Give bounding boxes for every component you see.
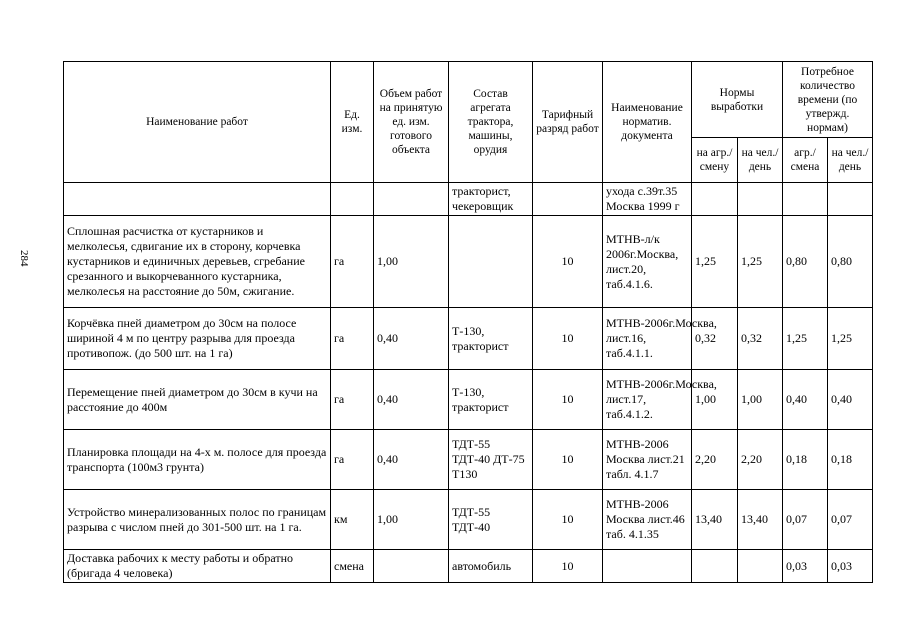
cell-tariff: 10 [533,430,603,490]
cell-time-agr: 0,40 [783,370,828,430]
cell-unit: га [331,430,374,490]
cell-norm-chel: 2,20 [738,430,783,490]
cell-tariff: 10 [533,308,603,370]
cell-unit: га [331,308,374,370]
cell-norm-chel: 13,40 [738,490,783,550]
cell-volume: 1,00 [374,490,449,550]
cell-norm-agr: 13,40 [692,490,738,550]
cell-unit: смена [331,550,374,583]
cell-volume [374,550,449,583]
cell-tariff: 10 [533,370,603,430]
table-row [64,490,873,550]
header-time-chel: на чел./ день [828,138,873,183]
cell-composition: автомобиль [449,550,533,583]
header-composition: Состав агрегата трактора, машины, орудия [449,62,533,183]
header-unit: Ед. изм. [331,62,374,183]
cell-tariff: 10 [533,490,603,550]
header-tariff: Тарифный разряд работ [533,62,603,183]
cell-volume: 0,40 [374,370,449,430]
header-norms: Нормы выработки [692,62,783,138]
cell-time-chel: 0,07 [828,490,873,550]
table-row [64,370,873,430]
page-number: 284 [18,250,30,267]
header-time: Потребное количество времени (по утвержд. нормам) [783,62,873,138]
cell-time-agr: 1,25 [783,308,828,370]
cell-name: Корчёвка пней диаметром до 30см на полосе шириной 4 м по центру разрыва для проезда противопож. (до 500 шт. на 1 га) [64,308,331,370]
cell-time-agr: 0,80 [783,216,828,308]
cell-doc: МТНВ-2006 Москва лист.46 таб. 4.1.35 [603,490,692,550]
cell-time-chel: 0,03 [828,550,873,583]
cell-volume: 0,40 [374,308,449,370]
cell-norm-chel: 1,25 [738,216,783,308]
cell-norm-chel: 0,32 [738,308,783,370]
header-doc: Наименование норматив. документа [603,62,692,183]
header-norm-agr: на агр./ смену [692,138,738,183]
cell-doc: ухода с.39т.35 Москва 1999 г [603,183,692,216]
header-norm-chel: на чел./ день [738,138,783,183]
cell-time-chel: 0,40 [828,370,873,430]
table-row-continuation [64,183,873,216]
cell-time-chel: 1,25 [828,308,873,370]
cell-norm-agr: 2,20 [692,430,738,490]
cell-composition [449,216,533,308]
cell-composition: тракторист, чекеровщик [449,183,533,216]
cell-doc [603,550,692,583]
cell-norm-agr [692,550,738,583]
table-row [64,430,873,490]
cell-volume: 0,40 [374,430,449,490]
table-row [64,308,873,370]
cell-unit: га [331,370,374,430]
cell-name: Планировка площади на 4-х м. полосе для проезда транспорта (100м3 грунта) [64,430,331,490]
cell-time-chel: 0,18 [828,430,873,490]
cell-doc: МТНВ-л/к 2006г.Москва, лист.20, таб.4.1.6. [603,216,692,308]
table-row [64,216,873,308]
cell-time-agr: 0,03 [783,550,828,583]
cell-tariff: 10 [533,550,603,583]
cell-name: Перемещение пней диаметром до 30см в кучи на расстояние до 400м [64,370,331,430]
cell-name: Устройство минерализованных полос по границам разрыва с числом пней до 301-500 шт. на 1 га. [64,490,331,550]
header-name: Наименование работ [64,62,331,183]
cell-time-agr: 0,07 [783,490,828,550]
cell-time-agr: 0,18 [783,430,828,490]
cell-composition: Т-130, тракторист [449,370,533,430]
cell-unit: га [331,216,374,308]
cell-norm-agr: 1,25 [692,216,738,308]
cell-name: Сплошная расчистка от кустарников и мелколесья, сдвигание их в сторону, корчевка кустарников и единичных деревьев, сгребание срезанного и выкорчеванного кустарника, мелколесья на расстояние до 50м, сжигание. [64,216,331,308]
cell-name: Доставка рабочих к месту работы и обратно (бригада 4 человека) [64,550,331,583]
cell-composition: ТДТ-55 ТДТ-40 [449,490,533,550]
cell-norm-chel: 1,00 [738,370,783,430]
cell-composition: Т-130, тракторист [449,308,533,370]
cell-volume: 1,00 [374,216,449,308]
cell-norm-agr: 0,32 [692,308,738,370]
cell-norm-chel [738,550,783,583]
cell-doc: МТНВ-2006г.Москва, лист.16, таб.4.1.1. [603,308,692,370]
header-volume: Объем работ на принятую ед. изм. готового объекта [374,62,449,183]
cell-tariff: 10 [533,216,603,308]
cell-norm-agr: 1,00 [692,370,738,430]
cell-time-chel: 0,80 [828,216,873,308]
cell-unit: км [331,490,374,550]
cell-doc: МТНВ-2006г.Москва, лист.17, таб.4.1.2. [603,370,692,430]
table-row [64,550,873,583]
works-table [63,61,873,583]
cell-doc: МТНВ-2006 Москва лист.21 табл. 4.1.7 [603,430,692,490]
cell-composition: ТДТ-55 ТДТ-40 ДТ-75 Т130 [449,430,533,490]
header-time-agr: агр./ смена [783,138,828,183]
